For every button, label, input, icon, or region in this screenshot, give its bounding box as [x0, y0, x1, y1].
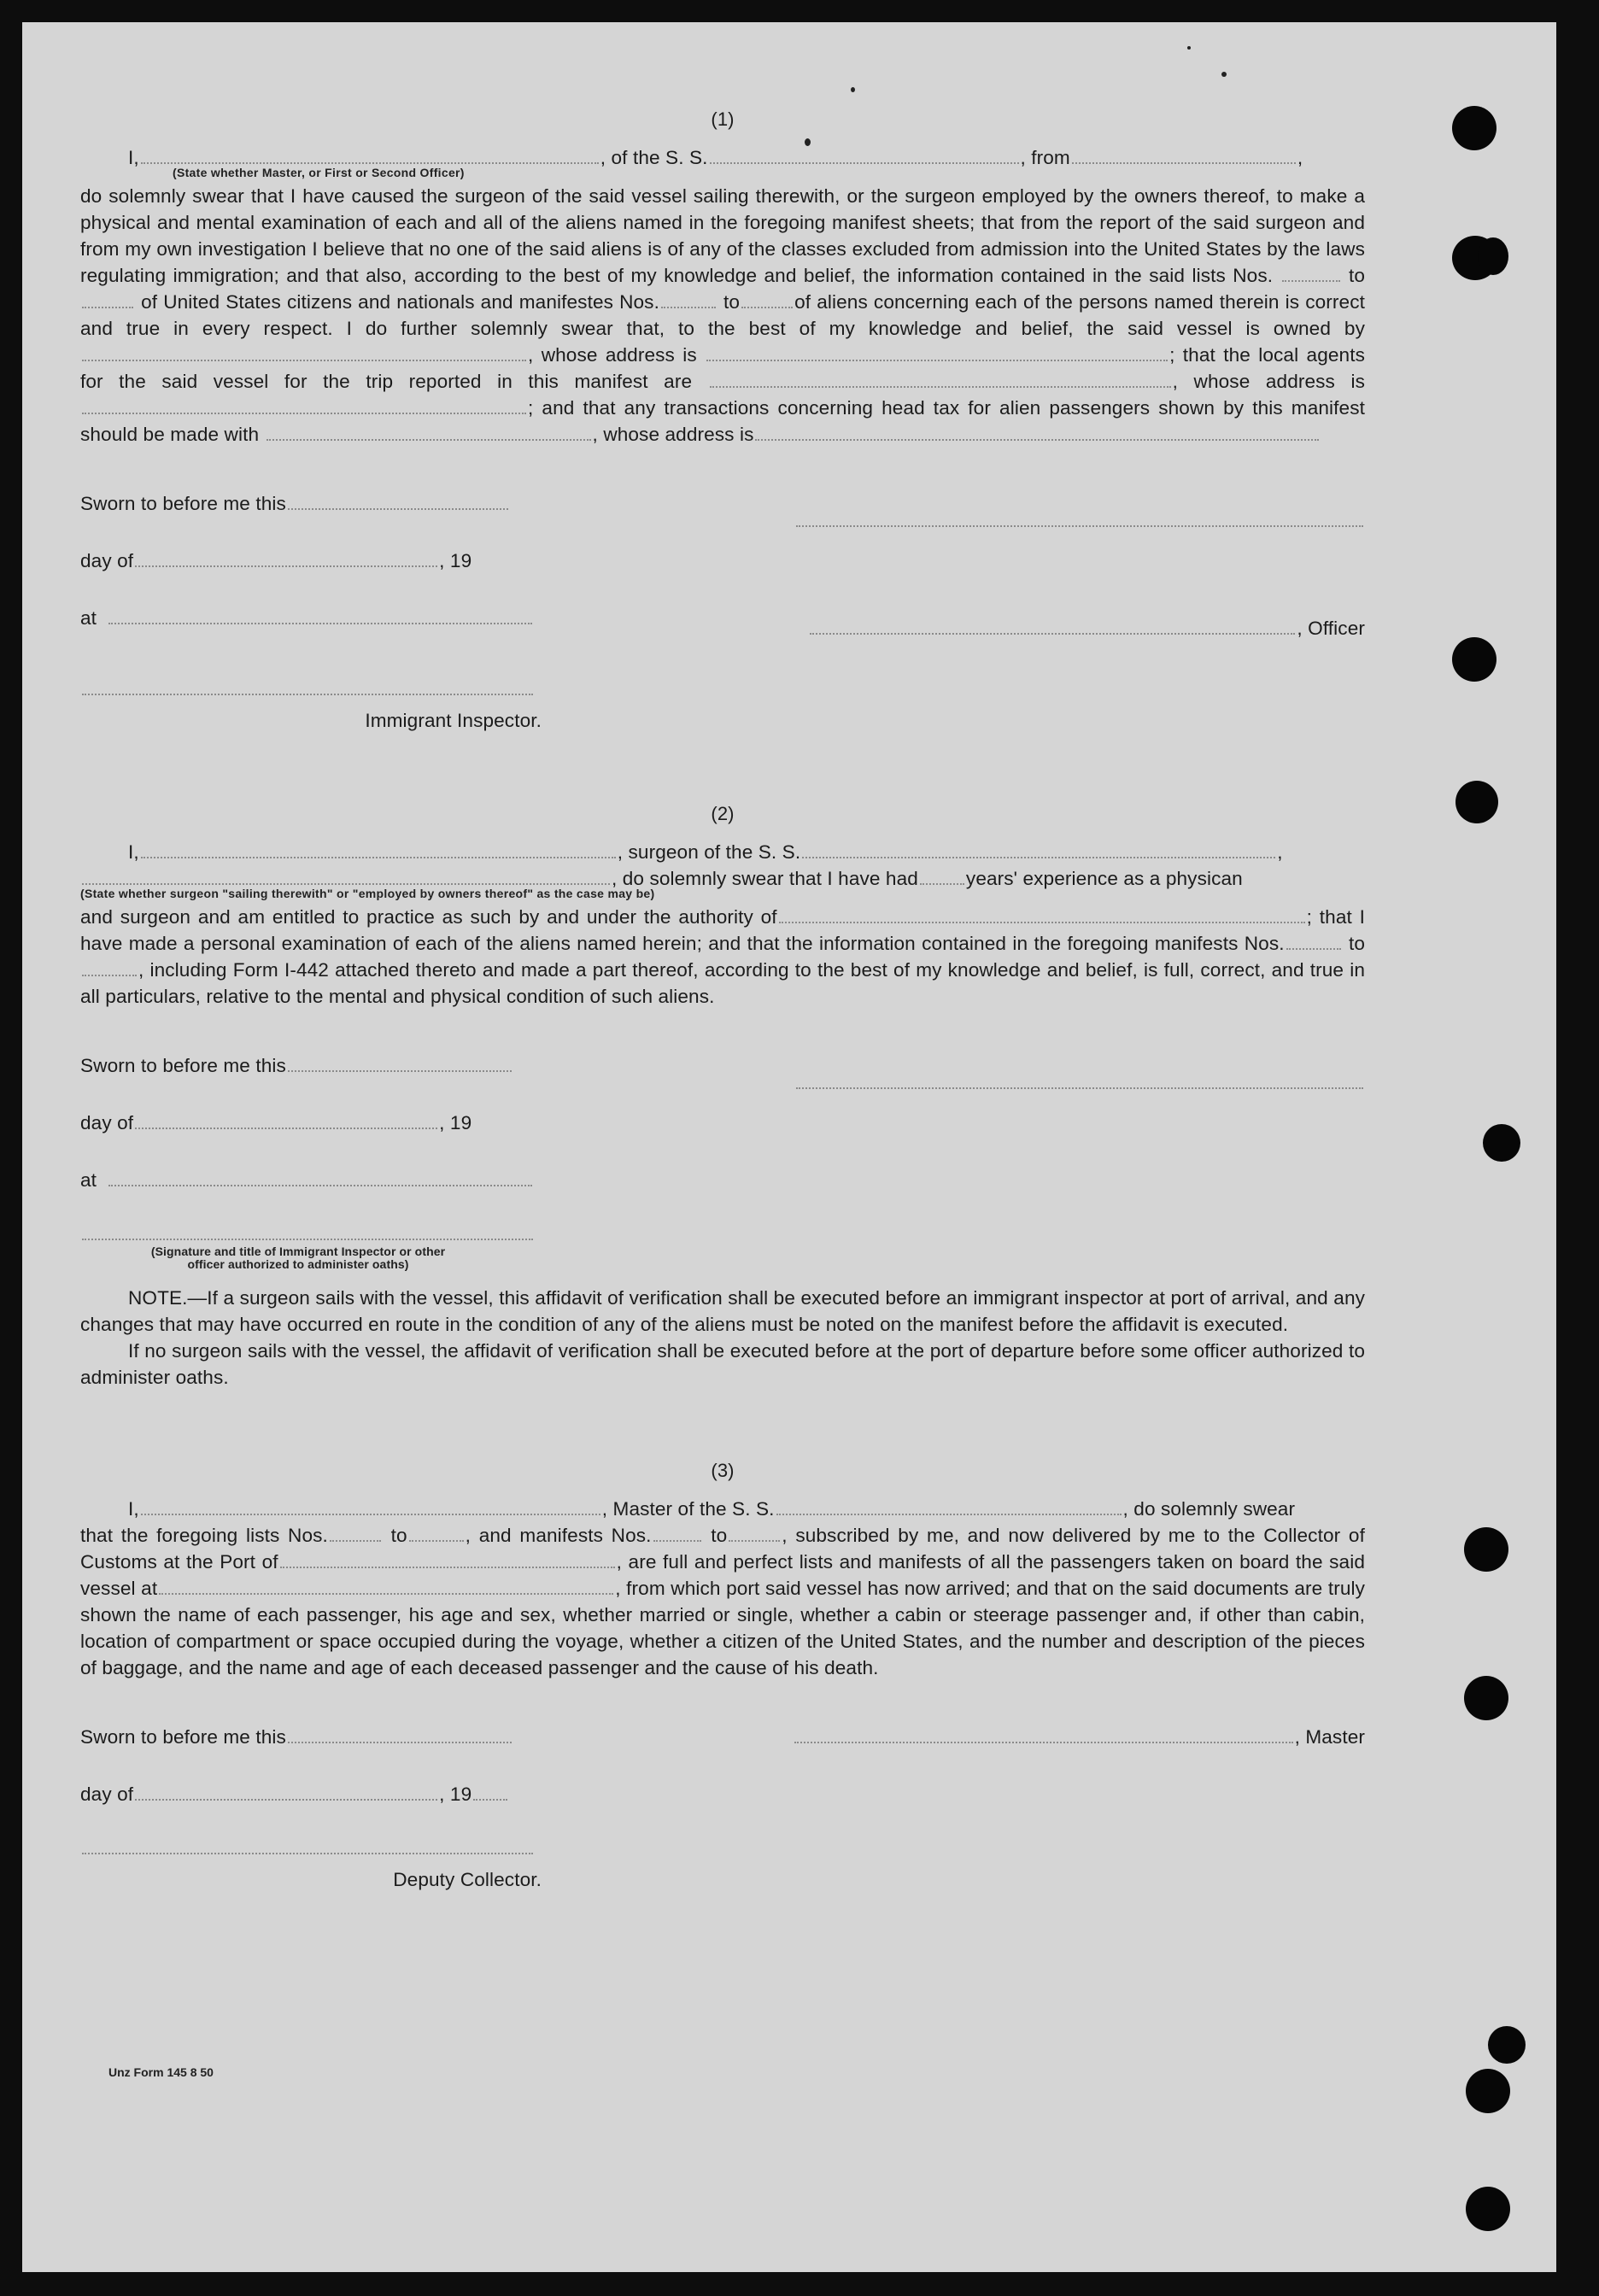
- section-2-body: and surgeon and am entitled to practice as such by and under the authority of ; that I have made a personal examination of each of the aliens named herein; and that the information contained in the foregoing manifests Nos. to, including Form I-442 attached thereto and made a part thereof, according to the best of my knowledge and belief, is full, correct, and true in all particulars, relative to the mental and physical condition of such aliens.: [80, 906, 1365, 1007]
- punch-hole: [1483, 1124, 1520, 1162]
- section-2-second-line: , do solemnly swear that I have had years' experience as a physican: [80, 865, 1365, 892]
- section-2-sworn-row: Sworn to before me this: [80, 1052, 1365, 1079]
- sworn-date-field-3[interactable]: [288, 1727, 512, 1743]
- signature-caption-line-2: officer authorized to administer oaths): [187, 1257, 409, 1271]
- form-page: [22, 22, 1556, 2272]
- master-note: (State whether Master, or First or Second Officer): [173, 166, 465, 179]
- agents-address-field[interactable]: [82, 398, 526, 414]
- s2-manifests-from-field[interactable]: [1286, 934, 1341, 950]
- deputy-signature-block: [80, 1838, 542, 1893]
- years-experience-field[interactable]: [920, 869, 964, 885]
- at-place-field-1[interactable]: [108, 608, 532, 624]
- s3-manifests-from-field[interactable]: [653, 1526, 701, 1542]
- note-paragraph-1: NOTE.—If a surgeon sails with the vessel, this affidavit of verification shall be executed before an immigrant inspector at port of arrival, and any changes that may have occurred en route in the condition of any of the aliens must be noted on the manifest before the affidavit is executed.: [80, 1287, 1365, 1335]
- immigrant-inspector-label: Immigrant Inspector.: [365, 710, 542, 731]
- section-3-number: (3): [711, 1460, 735, 1481]
- speck: [1187, 46, 1191, 50]
- day-of-field-3[interactable]: [135, 1784, 437, 1801]
- s3-lists-to-field[interactable]: [409, 1526, 464, 1542]
- section-2-number: (2): [711, 803, 735, 824]
- authorized-officer-signature-field[interactable]: [82, 1224, 533, 1240]
- master-name-field[interactable]: [141, 1499, 600, 1515]
- section-2-at-row: at: [80, 1167, 1365, 1193]
- surgeon-name-field[interactable]: [141, 842, 616, 858]
- section-2-day-row: day of , 19: [80, 1112, 472, 1133]
- section-2-opening-line: I, , surgeon of the S. S. ,: [128, 841, 1283, 863]
- speck: [1221, 72, 1227, 77]
- master-ship-field[interactable]: [776, 1499, 1122, 1515]
- section-1-body: do solemnly swear that I have caused the surgeon of the said vessel sailing therewith, or the surgeon employed by the owners thereof, to make a physical and mental examination of each and all of the aliens named in the foregoing manifest sheets; that from the report of the said surgeon and from my own investigation I believe that no one of the said aliens is of any of the classes excluded from admission into the United States by the laws regulating immigration; and that also, according to the best of my knowledge and belief, the information contained in the said lists Nos. to of United States citizens and nationals and manifestes Nos. to of aliens concerning each of the persons named therein is correct and true in every respect. I do further solemnly swear that, to the best of my knowledge and belief, the said vessel is owned by , whose address is ; that the local agents for the said vessel for the trip reported in this manifest are , whose address is ; and that any transactions concerning head tax for alien passengers shown by this manifest should be made with , whose address is: [80, 185, 1365, 445]
- port-field[interactable]: [280, 1552, 615, 1568]
- sworn-date-field-2[interactable]: [288, 1056, 512, 1072]
- note-paragraph-2: If no surgeon sails with the vessel, the affidavit of verification shall be executed before at the port of departure before some officer authorized to administer oaths.: [80, 1340, 1365, 1388]
- head-tax-contact-field[interactable]: [266, 425, 591, 441]
- section-1-day-row: day of , 19: [80, 550, 472, 571]
- from-port-field[interactable]: [1072, 148, 1296, 164]
- section-3-opening-line: I, , Master of the S. S. , do solemnly swear: [128, 1498, 1296, 1520]
- authority-field[interactable]: [779, 907, 1305, 923]
- manifests-from-field[interactable]: [661, 292, 716, 308]
- inspector-signature-field[interactable]: [82, 679, 533, 695]
- section-3-sworn-row: Sworn to before me this , Master: [80, 1726, 1365, 1748]
- signature-caption-line-1: (Signature and title of Immigrant Inspector or other: [150, 1245, 446, 1258]
- section-1-sworn-row: Sworn to before me this: [80, 490, 1365, 517]
- form-id: Unz Form 145 8 50: [108, 2065, 214, 2079]
- section-1-opening-line: I, , of the S. S. , from ,: [128, 147, 1303, 168]
- s2-manifests-to-field[interactable]: [82, 960, 137, 976]
- authorized-officer-signature-block: [80, 1224, 542, 1271]
- form-content: [80, 106, 1365, 1893]
- day-of-field-2[interactable]: [135, 1113, 437, 1129]
- section-3-day-row: day of , 19: [80, 1781, 1365, 1807]
- agents-field[interactable]: [710, 372, 1171, 388]
- punch-hole: [1464, 1527, 1508, 1572]
- punch-hole: [1452, 637, 1496, 682]
- inspector-signature-block: [80, 679, 542, 734]
- punch-hole: [1466, 2069, 1510, 2113]
- punch-hole: [1478, 237, 1508, 275]
- section-3-body: that the foregoing lists Nos. to , and manifests Nos. to , subscribed by me, and now delivered by me to the Collector of Customs at the Port of , are full and perfect lists and manifests of all the passengers taken on board the said vessel at , from which port said vessel has now arrived; and that on the said documents are truly shown the name of each passenger, his age and sex, whether married or single, whether a cabin or steerage passenger and, if other than cabin, location of compartment or space occupied during the voyage, whether a citizen of the United States, and the number and description of the pieces of baggage, and the name and age of each deceased passenger and the cause of his death.: [80, 1525, 1366, 1678]
- s3-manifests-to-field[interactable]: [729, 1526, 780, 1542]
- surgeon-capacity-field[interactable]: [82, 869, 610, 885]
- manifests-to-field[interactable]: [741, 292, 793, 308]
- master-signature-field[interactable]: [794, 1727, 1293, 1743]
- sworn-date-field-1[interactable]: [288, 494, 508, 510]
- owner-address-field[interactable]: [706, 345, 1168, 361]
- punch-hole: [1452, 106, 1496, 150]
- section-1-at-row: at , Officer: [80, 607, 1365, 639]
- section-1-number: (1): [711, 108, 735, 130]
- boarding-port-field[interactable]: [159, 1578, 613, 1595]
- speck: [851, 87, 855, 92]
- year-field-3[interactable]: [473, 1784, 507, 1801]
- officer-name-field[interactable]: [141, 148, 599, 164]
- ship-name-field[interactable]: [710, 148, 1019, 164]
- officer-signature-top-field[interactable]: [796, 511, 1363, 527]
- punch-hole: [1466, 2187, 1510, 2231]
- officer-signature-field[interactable]: [810, 618, 1295, 635]
- punch-hole: [1488, 2026, 1526, 2064]
- surgeon-signature-field[interactable]: [796, 1073, 1363, 1089]
- s3-lists-from-field[interactable]: [330, 1526, 381, 1542]
- surgeon-note: (State whether surgeon "sailing therewith" or "employed by owners thereof" as the case may be): [80, 887, 655, 900]
- day-of-field-1[interactable]: [135, 551, 437, 567]
- lists-to-field[interactable]: [82, 292, 133, 308]
- surgeon-ship-field[interactable]: [802, 842, 1275, 858]
- lists-from-field[interactable]: [1282, 266, 1340, 282]
- owner-field[interactable]: [82, 345, 526, 361]
- punch-hole: [1456, 781, 1498, 823]
- punch-hole: [1464, 1676, 1508, 1720]
- at-place-field-2[interactable]: [108, 1170, 532, 1186]
- deputy-collector-label: Deputy Collector.: [393, 1869, 542, 1890]
- deputy-signature-field[interactable]: [82, 1838, 533, 1854]
- head-tax-address-field[interactable]: [755, 425, 1319, 441]
